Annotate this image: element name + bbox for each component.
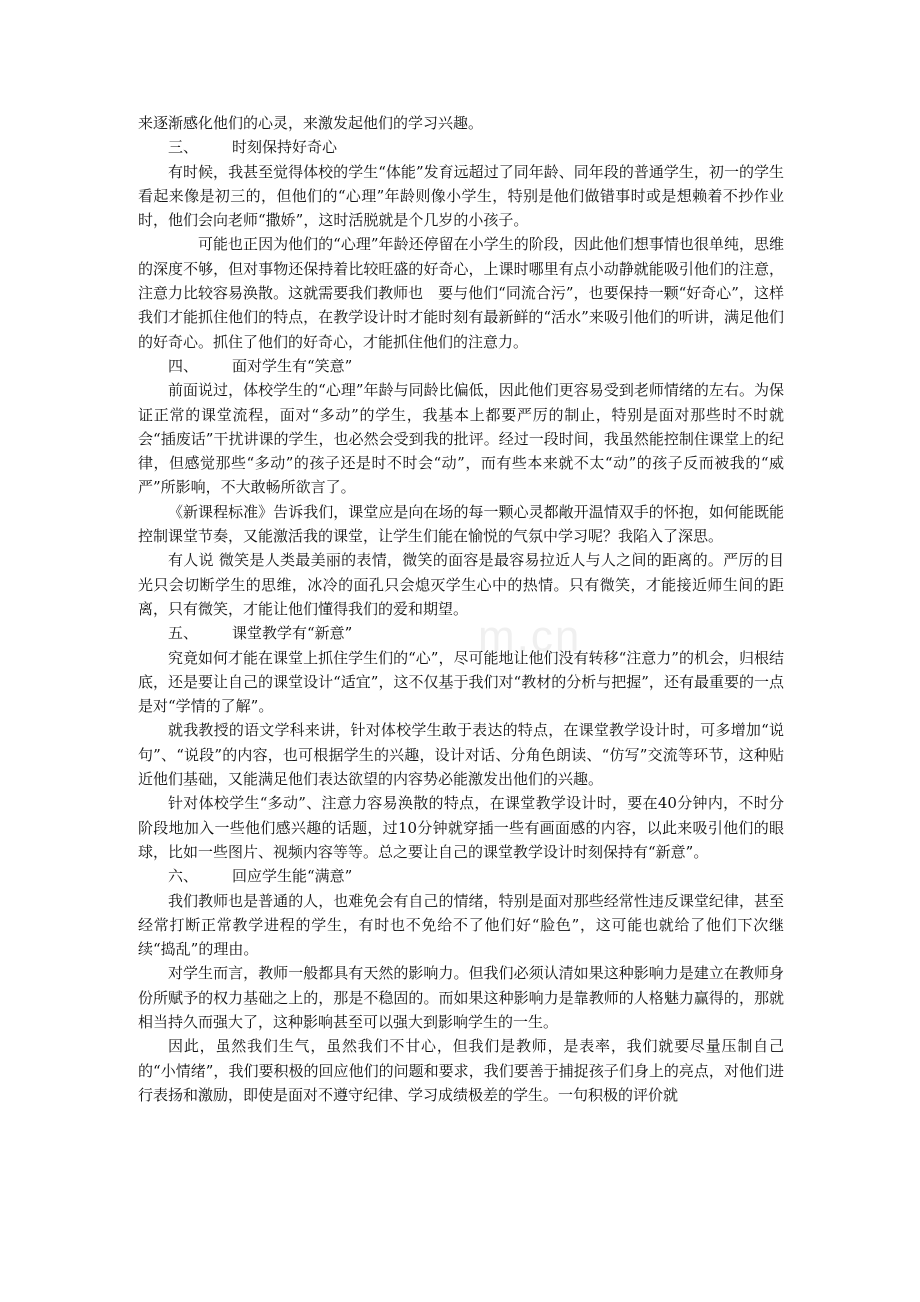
section-number: 五、 bbox=[168, 624, 199, 643]
section-number: 四、 bbox=[168, 356, 199, 375]
body-paragraph: 有人说 微笑是人类最美丽的表情，微笑的面容是最容易拉近人与人之间的距离的。严厉的目光只会切断学生的思维，冰冷的面孔只会熄灭学生心中的热情。只有微笑，才能接近师生间的距离，只有微笑，才能让他们懂得我们的爱和期望。 bbox=[138, 551, 784, 618]
body-paragraph: 有时候，我甚至觉得体校的学生“体能”发育远超过了同年龄、同年段的普通学生，初一的学生看起来像是初三的，但他们的“心理”年龄则像小学生，特别是他们做错事时或是想赖着不抄作业时，他们会向老师“撒娇”，这时活脱就是个几岁的小孩子。 bbox=[138, 162, 784, 230]
body-paragraph: 可能也正因为他们的“心理”年龄还停留在小学生的阶段，因此他们想事情也很单纯，思维的深度不够，但对事物还保持着比较旺盛的好奇心，上课时哪里有点小动静就能吸引他们的注意，注意力比较容易涣散。这就需要我们教师也 要与他们“同流合污”，也要保持一颗“好奇心”，这样我们才能抓住他们的特点，在教学设计时才能时刻有最新鲜的“活水”来吸引他们的听讲，满足他们的好奇心。抓住了他们的好奇心，才能抓住他们的注意力。 bbox=[138, 235, 784, 351]
section-title: 时刻保持好奇心 bbox=[232, 138, 338, 157]
section-heading bbox=[138, 864, 784, 888]
section-heading bbox=[138, 621, 784, 645]
section-heading bbox=[138, 135, 784, 159]
section-number: 六、 bbox=[168, 867, 199, 886]
body-paragraph: 就我教授的语文学科来讲，针对体校学生敢于表达的特点，在课堂教学设计时，可多增加“说句”、“说段”的内容，也可根据学生的兴趣，设计对话、分角色朗读、“仿写”交流等环节，这种贴近他们基础，又能满足他们表达欲望的内容势必能激发出他们的兴趣。 bbox=[138, 721, 784, 789]
body-paragraph: 因此，虽然我们生气，虽然我们不甘心，但我们是教师，是表率，我们就要尽量压制自己的“小情绪”，我们要积极的回应他们的问题和要求，我们要善于捕捉孩子们身上的亮点，对他们进行表扬和激励，即使是面对不遵守纪律、学习成绩极差的学生。一句积极的评价就 bbox=[138, 1037, 784, 1104]
continued-paragraph: 来逐渐感化他们的心灵，来激发起他们的学习兴趣。 bbox=[138, 114, 484, 132]
body-paragraph: 《新课程标准》告诉我们，课堂应是向在场的每一颗心灵都敞开温情双手的怀抱，如何能既能控制课堂节奏，又能激活我的课堂，让学生们能在愉悦的气氛中学习呢？我陷入了深思。 bbox=[138, 502, 784, 546]
section-title: 课堂教学有“新意” bbox=[232, 624, 353, 643]
body-paragraph: 前面说过，体校学生的“心理”年龄与同龄比偏低，因此他们更容易受到老师情绪的左右。为保证正常的课堂流程，面对“多动”的学生，我基本上都要严厉的制止，特别是面对那些时不时就会“插废话”干扰讲课的学生，也必然会受到我的批评。经过一段时间，我虽然能控制住课堂上的纪律，但感觉那些“多动”的孩子还是时不时会“动”，而有些本来就不太“动”的孩子反而被我的“威严”所影响，不大敢畅所欲言了。 bbox=[138, 381, 784, 497]
body-paragraph: 我们教师也是普通的人，也难免会有自己的情绪，特别是面对那些经常性违反课堂纪律，甚至经常打断正常教学进程的学生，有时也不免给不了他们好“脸色”，这可能也就给了他们下次继续“捣乱”的理由。 bbox=[138, 891, 784, 959]
body-paragraph: 对学生而言，教师一般都具有天然的影响力。但我们必须认清如果这种影响力是建立在教师身份所赋予的权力基础之上的，那是不稳固的。而如果这种影响力是靠教师的人格魅力赢得的，那就相当持久而强大了，这种影响甚至可以强大到影响学生的一生。 bbox=[138, 964, 784, 1031]
section-number: 三、 bbox=[168, 138, 199, 157]
document-page bbox=[138, 111, 784, 1107]
section-title: 回应学生能“满意” bbox=[232, 867, 353, 886]
section-heading bbox=[138, 354, 784, 378]
body-paragraph: 针对体校学生“多动”、注意力容易涣散的特点，在课堂教学设计时，要在40分钟内，不时分阶段地加入一些他们感兴趣的话题，过10分钟就穿插一些有画面感的内容，以此来吸引他们的眼球，比如一些图片、视频内容等等。总之要让自己的课堂教学设计时刻保持有“新意”。 bbox=[138, 794, 784, 861]
watermark-text: m.cn bbox=[478, 612, 582, 661]
section-title: 面对学生有“笑意” bbox=[232, 356, 353, 375]
body-paragraph: 究竟如何才能在课堂上抓住学生们的“心”，尽可能地让他们没有转移“注意力”的机会，归根结底，还是要让自己的课堂设计“适宜”，这不仅基于我们对“教材的分析与把握”，还有最重要的一点是对“学情的了解”。 bbox=[138, 648, 784, 716]
